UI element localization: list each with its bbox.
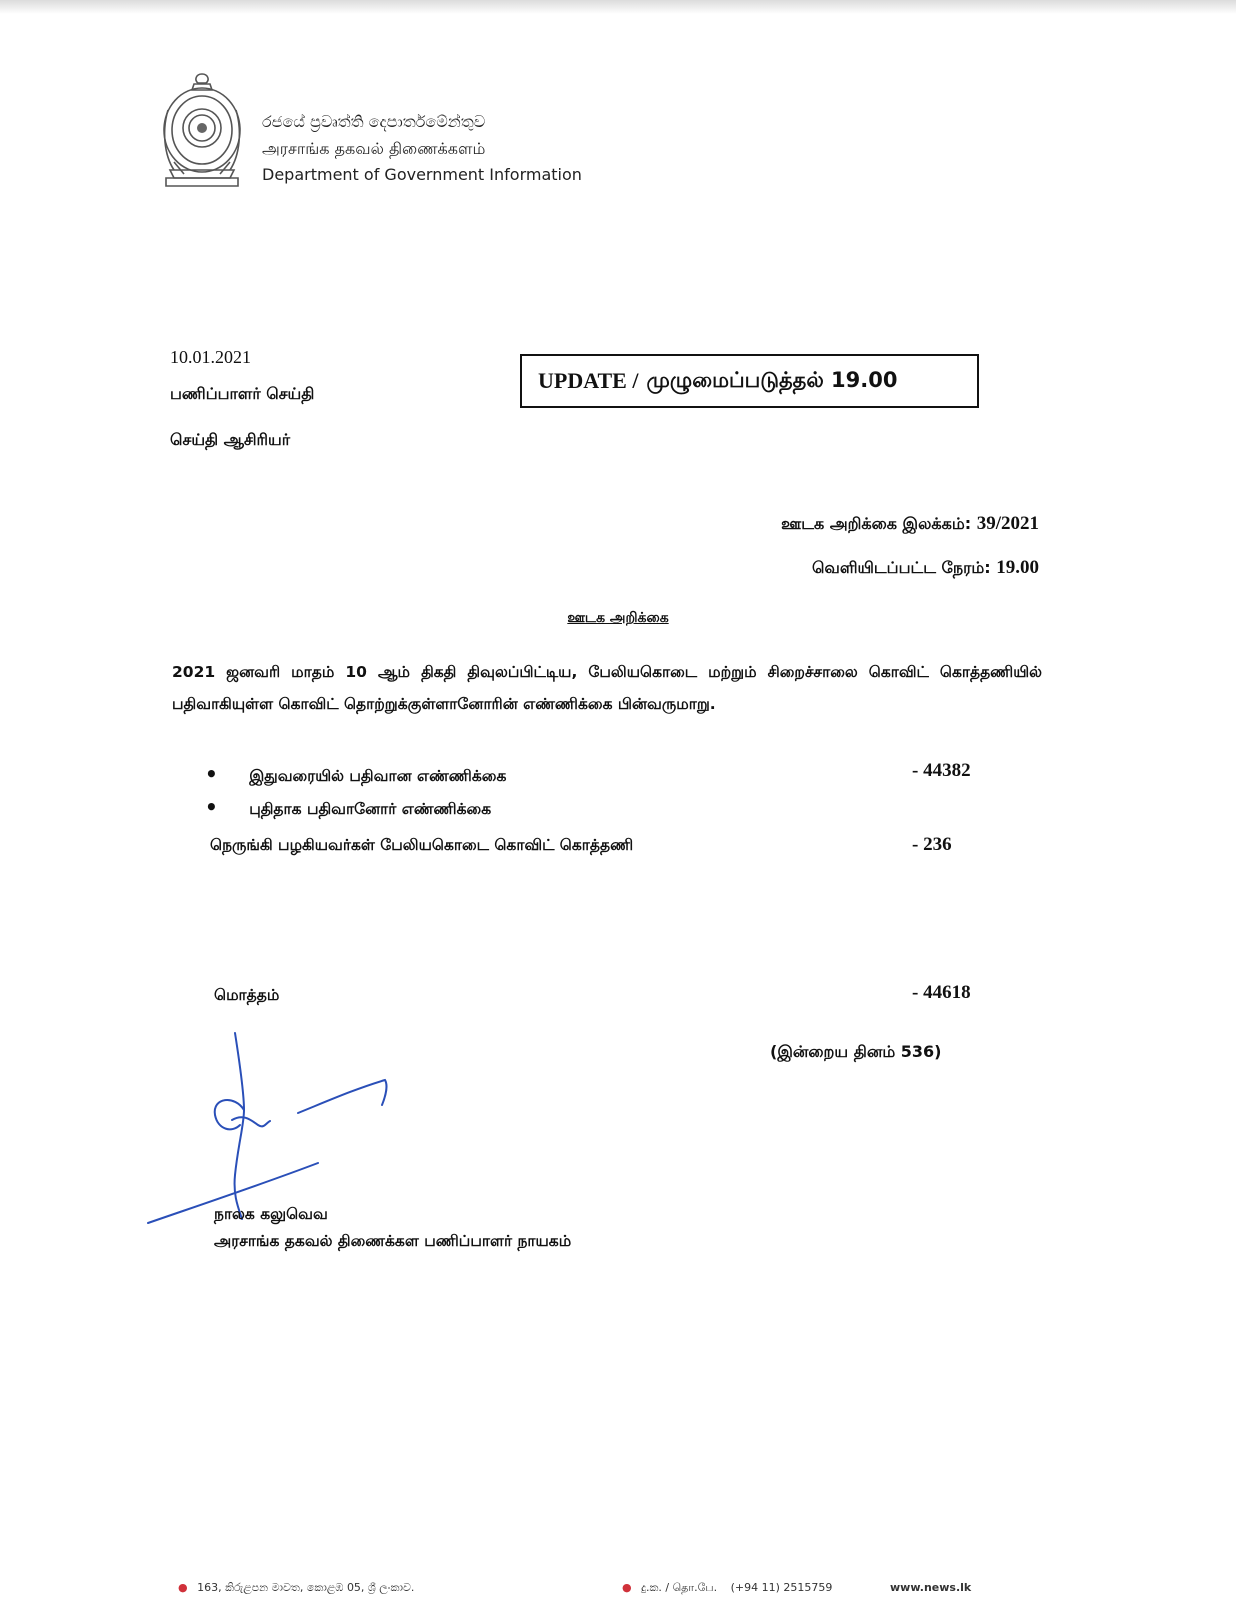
addressee-editor: செய்தி ஆசிரியர் [170,430,291,449]
footer-phone [622,1581,832,1596]
contacts-label: நெருங்கி பழகியவர்கள் பேலியகொடை கொவிட் கொத்தணி [210,836,634,854]
header-english: Department of Government Information [262,165,582,184]
media-release-title: ஊடக அறிக்கை [567,610,669,626]
bullet-dot-icon: ● [622,1581,632,1594]
total-label: மொத்தம் [214,986,280,1004]
today-note: (இன்றைய தினம் 536) [770,1042,942,1061]
footer-address [178,1581,414,1595]
list-item [205,795,491,820]
footer-website[interactable]: www.news.lk [890,1581,972,1594]
bullet-icon: • [205,762,218,786]
update-label-en: UPDATE / [538,368,639,393]
release-number-line [781,513,1039,535]
phone-number: (+94 11) 2515759 [730,1581,833,1594]
update-label-ta: முழுமைப்படுத்தல் 19.00 [646,367,898,392]
sri-lanka-emblem-icon [160,70,244,190]
release-time: 19.00 [996,557,1039,578]
update-box [520,354,979,408]
phone-label: දු.ක. / தொ.பே. [641,1581,718,1594]
item-label: இதுவரையில் பதிவான எண்ணிக்கை [249,767,507,785]
item-value: - 44382 [912,760,971,781]
item-label: புதிதாக பதிவானோர் எண்ணிக்கை [249,800,492,818]
body-paragraph: 2021 ஜனவரி மாதம் 10 ஆம் திகதி திவுலப்பிட்டிய, பேலியகொடை மற்றும் சிறைச்சாலை கொவிட் கொத்தணியில் பதிவாகியுள்ள கொவிட் தொற்றுக்குள்ளானோரின் எண்ணிக்கை பின்வருமாறு. [172,663,1042,713]
header-sinhala: රජයේ ප්‍රවෘත්ති දෙපාර්තමේන්තුව [262,112,486,131]
header-tamil: அரசாங்க தகவல் திணைக்களம் [262,139,486,158]
release-number: 39/2021 [976,513,1039,534]
address-text: 163, කිරුළපන මාවත, කොළඹ 05, ශ්‍රී ලංකාව. [197,1581,415,1594]
list-item [205,762,506,787]
release-time-line [812,557,1039,579]
scan-edge-shade [0,0,1236,14]
addressee-director: பணிப்பாளர் செய்தி [170,384,315,403]
signatory-name: நாலக கலுவெவ [214,1205,328,1223]
total-value: - 44618 [912,982,971,1003]
release-number-label: ஊடக அறிக்கை இலக்கம்: [781,514,972,533]
signatory-title: அரசாங்க தகவல் திணைக்கள பணிப்பாளர் நாயகம் [214,1232,572,1250]
contacts-value: - 236 [912,834,952,855]
bullet-icon: • [205,795,218,819]
release-date: 10.01.2021 [170,347,251,367]
release-time-label: வெளியிடப்பட்ட நேரம்: [812,558,991,577]
handwritten-signature [140,1025,400,1235]
bullet-dot-icon: ● [178,1581,188,1594]
